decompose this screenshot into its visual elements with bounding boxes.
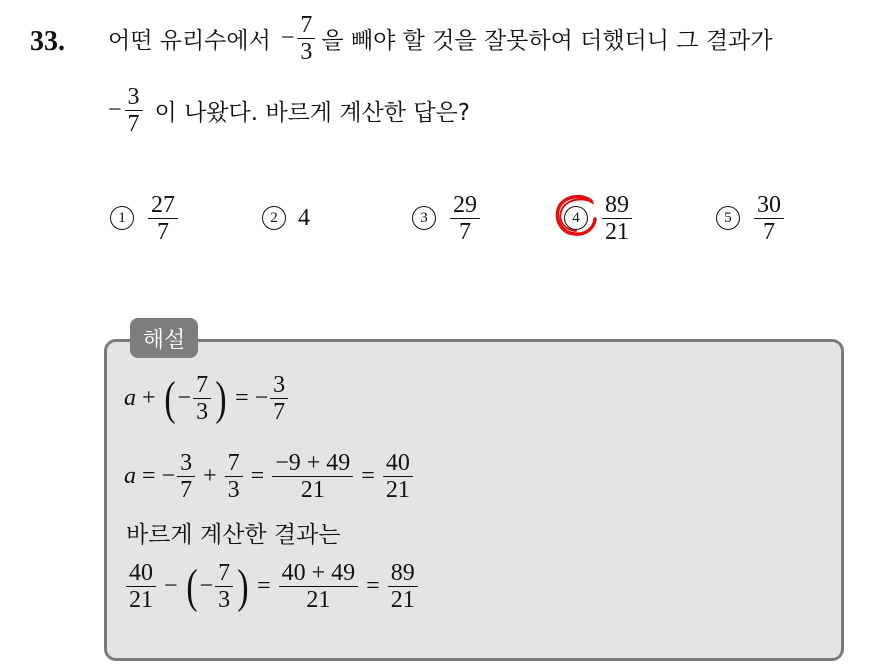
fraction-3-7 (177, 450, 195, 503)
question-line-2 (108, 84, 470, 137)
question-number: 33. (30, 26, 65, 57)
solution-equation-4 (124, 560, 420, 613)
fraction-3-7 (125, 84, 143, 137)
fraction-40-21 (126, 560, 156, 613)
right-paren: ) (237, 559, 249, 613)
fraction-89-21 (388, 560, 418, 613)
solution-equation-1 (124, 372, 290, 425)
option-3-fraction (450, 192, 480, 245)
right-paren: ) (215, 371, 227, 425)
option-3-number: 3 (412, 206, 436, 230)
frac1-den: 3 (300, 39, 313, 65)
solution-tag: 해설 (130, 318, 198, 358)
option-3-num: 29 (453, 191, 477, 218)
plus-sign: + (142, 385, 156, 411)
option-4-fraction (602, 192, 632, 245)
frac2-den: 7 (127, 111, 140, 137)
question-text-line2: 이 나왔다. 바르게 계산한 답은? (154, 100, 470, 126)
fraction-7-3 (215, 560, 233, 613)
minus-sign: − (164, 573, 178, 599)
option-1[interactable] (110, 186, 180, 250)
denominator: 21 (390, 587, 415, 613)
frac1-num: 7 (300, 12, 313, 38)
numerator: 3 (180, 450, 193, 476)
option-4-number: 4 (564, 206, 588, 230)
numerator: 40 + 49 (281, 560, 356, 586)
left-paren: ( (163, 371, 176, 425)
denominator: 21 (385, 477, 410, 503)
option-1-number: 1 (110, 206, 134, 230)
option-1-den: 7 (157, 218, 169, 245)
answer-options (110, 186, 880, 250)
fraction-40-21 (383, 450, 413, 503)
solution-text: 바르게 계산한 결과는 (126, 522, 341, 548)
denominator: 21 (129, 587, 153, 613)
equals-sign: = (366, 573, 380, 599)
numerator: 89 (390, 560, 415, 586)
equals-sign: = (257, 573, 271, 599)
denominator: 21 (306, 587, 331, 613)
denominator: 21 (300, 477, 325, 503)
equals-sign: = (361, 463, 375, 489)
fraction-7-3 (193, 372, 211, 425)
fraction-sum (279, 560, 359, 613)
numerator: −9 + 49 (275, 450, 351, 476)
option-2-value: 4 (298, 204, 310, 231)
answer-circle-mark (553, 191, 601, 239)
option-5-number: 5 (716, 206, 740, 230)
option-1-num: 27 (151, 191, 175, 218)
sign: − (161, 463, 176, 489)
option-4-num: 89 (605, 191, 629, 218)
equals-sign: = (235, 385, 249, 411)
option-1-fraction (148, 192, 178, 245)
variable-a: a (124, 385, 136, 411)
equals-sign: = (142, 463, 156, 489)
option-4-den: 21 (605, 218, 629, 245)
option-5-fraction (754, 192, 784, 245)
inner-sign: − (177, 385, 192, 411)
option-3-den: 7 (459, 218, 471, 245)
option-5-num: 30 (757, 191, 781, 218)
equals-sign: = (250, 463, 265, 489)
frac2-sign: − (108, 97, 122, 123)
option-3[interactable] (412, 186, 482, 250)
denominator: 7 (180, 477, 193, 503)
variable-a: a (124, 463, 136, 489)
result-sign: − (254, 385, 269, 411)
fraction-3-7 (270, 372, 288, 425)
solution-equation-2 (124, 450, 415, 503)
numerator: 3 (273, 372, 286, 398)
fraction-7-3 (297, 12, 315, 65)
denominator: 3 (218, 587, 231, 613)
inner-sign: − (199, 573, 214, 599)
numerator: 40 (129, 560, 153, 586)
numerator: 40 (385, 450, 410, 476)
option-5[interactable] (716, 186, 786, 250)
option-2-number: 2 (262, 206, 286, 230)
denominator: 3 (227, 477, 240, 503)
numerator: 7 (227, 450, 240, 476)
denominator: 3 (196, 399, 209, 425)
frac1-sign: − (280, 25, 295, 51)
numerator: 7 (196, 372, 209, 398)
fraction-sum (272, 450, 353, 503)
denominator: 7 (273, 399, 286, 425)
question-text-post: 을 빼야 할 것을 잘못하여 더했더니 그 결과가 (321, 28, 773, 54)
frac2-num: 3 (127, 84, 140, 110)
option-2[interactable] (262, 186, 310, 250)
plus-sign: + (203, 463, 217, 489)
question-text-pre: 어떤 유리수에서 (108, 28, 271, 54)
left-paren: ( (185, 559, 198, 613)
question-line-1 (108, 12, 773, 65)
fraction-7-3 (225, 450, 243, 503)
numerator: 7 (218, 560, 231, 586)
option-5-den: 7 (763, 218, 775, 245)
